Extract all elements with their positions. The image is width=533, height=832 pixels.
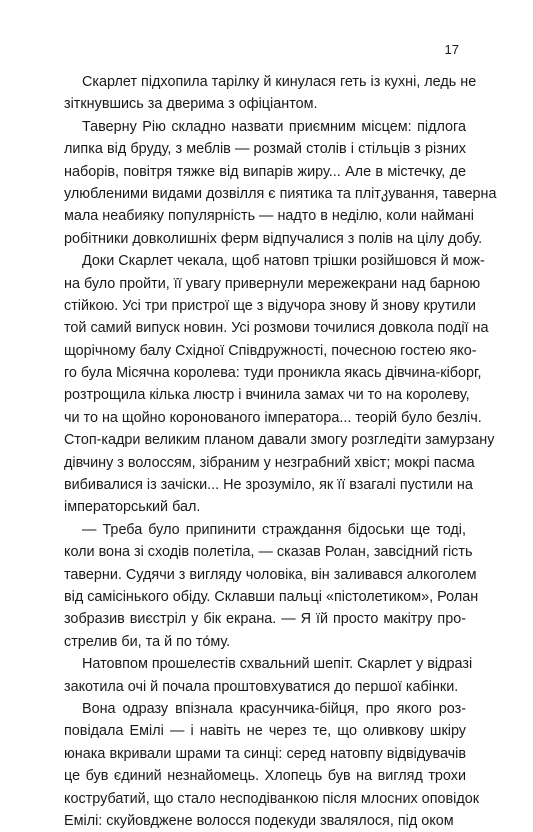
text-line: на було пройти, її увагу привернули мережекрани над барною: [64, 275, 481, 292]
text-line: Емілі: скуйовджене волосся подекуди звалялося, під оком: [64, 812, 454, 829]
text-line: наборів, повітря тяжке від випарів жиру... Але в містечку, де: [64, 163, 466, 180]
text-line: го була Місячна королева: туди проникла якась дівчина-кіборг,: [64, 365, 482, 382]
paragraph: [64, 71, 477, 116]
text-line: щорічному балу Східної Співдружності, почесною гостею яко-: [64, 342, 477, 359]
text-line: розтрощила кілька люстр і вчинила замах чи то на королеву,: [64, 387, 470, 404]
text-line: дівчину з волоссям, зібраним у незграбний хвіст; мокрі пасма: [64, 454, 475, 471]
text-line: стійкою. Усі три пристрої ще з відучора знову й знову крутили: [64, 297, 476, 314]
text-line: липка від бруду, з меблів — розмай столів і стільців з різних: [64, 141, 466, 158]
text-line: від самісінького обіду. Склавши пальці «пістолетиком», Ролан: [64, 588, 479, 605]
paragraph: [64, 653, 473, 698]
text-line: чи то на щойно коронованого імператора... теорій було безліч.: [64, 409, 482, 426]
text-line: стрелив би, та й по то́му.: [64, 633, 231, 650]
text-line: Стоп-кадри великим планом давали змогу розгледіти замурзану: [64, 432, 495, 449]
text-line: робітники довколишніх ферм відпучалися з полів на цілу добу.: [64, 230, 483, 247]
text-line: зіткнувшись за дверима з офіціантом.: [64, 96, 318, 113]
text-line: кострубатий, що стало несподіванкою після млосних оповідок: [64, 790, 480, 807]
body-text: [64, 71, 497, 832]
text-line: — Треба було припинити страждання бідоськи ще тоді,: [82, 521, 466, 538]
paragraph: [64, 698, 480, 832]
text-line: повідала Емілі — і навіть не через те, що оливкову шкіру: [64, 723, 466, 740]
paragraph: [64, 519, 479, 653]
text-line: той самий випуск новин. Усі розмови точилися довкола події на: [64, 320, 489, 337]
text-line: Натовпом прошелестів схвальний шепіт. Скарлет у відразі: [82, 656, 473, 673]
text-line: Доки Скарлет чекала, щоб натовп трішки розійшовся й мож-: [82, 253, 485, 270]
text-line: закотила очі й почала проштовхуватися до першої кабінки.: [64, 678, 459, 695]
text-line: таверни. Судячи з вигляду чоловіка, він заливався алкоголем: [64, 566, 477, 583]
paragraph: [64, 250, 495, 519]
text-line: улюбленими видами дозвілля є пиятика та плітკування, таверна: [64, 185, 497, 202]
text-line: мала неабияку популярність — надто в неділю, коли наймані: [64, 208, 474, 225]
paragraph: [64, 116, 497, 250]
text-line: імператорський бал.: [64, 499, 201, 516]
text-line: Вона одразу впізнала красунчика-бійця, про якого роз-: [82, 700, 466, 717]
text-line: це був єдиний незнайомець. Хлопець був на вигляд трохи: [64, 768, 466, 785]
text-line: зобразив виєстріл у бік екрана. — Я їй просто макітру про-: [64, 611, 466, 628]
text-line: Таверну Рію складно назвати приємним місцем: підлога: [82, 118, 466, 135]
text-line: юнака вкривали шрами та синці: серед натовпу відвідувачів: [64, 745, 466, 762]
text-line: коли вона зі сходів полетіла, — сказав Ролан, завсідний гість: [64, 544, 473, 561]
text-line: Скарлет підхопила тарілку й кинулася геть із кухні, ледь не: [82, 74, 477, 90]
text-line: вибивалися із зачіски... Не зрозуміло, як її взагалі пустили на: [64, 477, 473, 494]
page-number: 17: [444, 42, 459, 57]
